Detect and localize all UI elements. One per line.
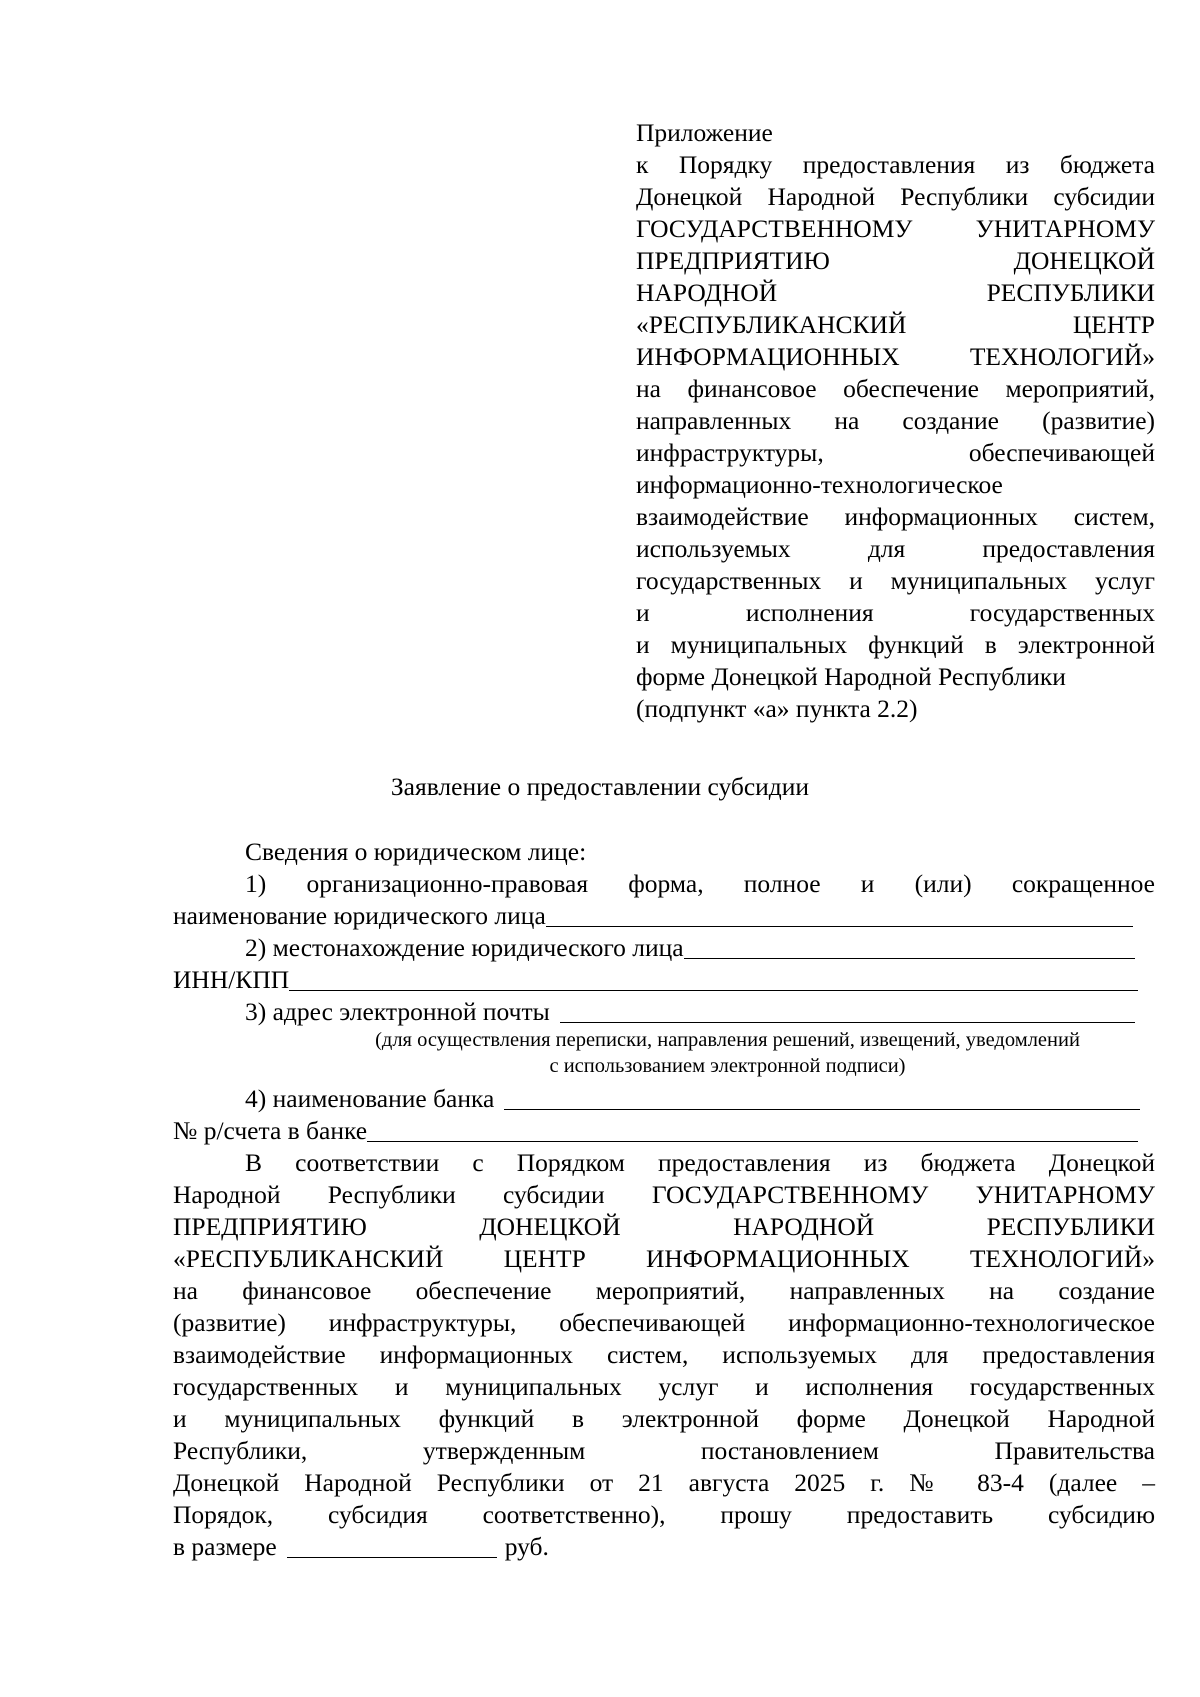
paragraph-line: на финансовое обеспечение мероприятий, направленных на создание bbox=[173, 1276, 1155, 1305]
paragraph-line: государственных и муниципальных услуг и исполнения государственных bbox=[173, 1372, 1155, 1401]
paragraph-line: Народной Республики субсидии ГОСУДАРСТВЕННОМУ УНИТАРНОМУ bbox=[173, 1180, 1155, 1209]
paragraph-line: (развитие) инфраструктуры, обеспечивающей информационно-технологическое bbox=[173, 1308, 1155, 1337]
appendix-line: на финансовое обеспечение мероприятий, bbox=[636, 374, 1155, 403]
appendix-line: информационно-технологическое bbox=[636, 470, 1003, 499]
subsidy-amount-field[interactable] bbox=[287, 1531, 497, 1558]
paragraph-line: и муниципальных функций в электронной форме Донецкой Народной bbox=[173, 1404, 1155, 1433]
appendix-line: (подпункт «а» пункта 2.2) bbox=[636, 694, 918, 723]
location-field[interactable] bbox=[684, 932, 1135, 959]
paragraph-line: Донецкой Народной Республики от 21 августа 2025 г. № 83-4 (далее – bbox=[173, 1468, 1155, 1497]
appendix-line: ПРЕДПРИЯТИЮ ДОНЕЦКОЙ bbox=[636, 246, 1155, 275]
appendix-line: используемых для предоставления bbox=[636, 534, 1155, 563]
item-1-row bbox=[173, 900, 1133, 932]
appendix-title: Приложение bbox=[636, 118, 773, 147]
amount-row bbox=[173, 1531, 1155, 1563]
item-3-label: 3) адрес электронной почты bbox=[245, 997, 550, 1026]
appendix-line: к Порядку предоставления из бюджета bbox=[636, 150, 1155, 179]
legal-name-field[interactable] bbox=[546, 900, 1133, 927]
email-note: (для осуществления переписки, направления решений, извещений, уведомлений bbox=[375, 1029, 1080, 1051]
inn-kpp-field[interactable] bbox=[289, 964, 1138, 991]
item-1-label: 1) организационно-правовая форма, полное и (или) сокращенное bbox=[245, 869, 1155, 898]
paragraph-line: «РЕСПУБЛИКАНСКИЙ ЦЕНТР ИНФОРМАЦИОННЫХ ТЕХНОЛОГИЙ» bbox=[173, 1244, 1155, 1273]
bank-name-field[interactable] bbox=[504, 1083, 1140, 1110]
appendix-line: направленных на создание (развитие) bbox=[636, 406, 1155, 435]
item-1-label-cont: наименование юридического лица bbox=[173, 901, 546, 930]
item-2-label: 2) местонахождение юридического лица bbox=[245, 933, 684, 962]
appendix-line: взаимодействие информационных систем, bbox=[636, 502, 1155, 531]
paragraph-line: Республики, утвержденным постановлением Правительства bbox=[173, 1436, 1155, 1465]
form-heading: Сведения о юридическом лице: bbox=[245, 837, 587, 866]
appendix-line: и исполнения государственных bbox=[636, 598, 1155, 627]
appendix-line: инфраструктуры, обеспечивающей bbox=[636, 438, 1155, 467]
email-field[interactable] bbox=[560, 996, 1135, 1023]
appendix-line: государственных и муниципальных услуг bbox=[636, 566, 1155, 595]
paragraph-line: В соответствии с Порядком предоставления из бюджета Донецкой bbox=[245, 1148, 1155, 1177]
amount-suffix: руб. bbox=[504, 1532, 549, 1561]
document-title: Заявление о предоставлении субсидии bbox=[390, 772, 810, 801]
email-note-cont: с использованием электронной подписи) bbox=[549, 1055, 906, 1077]
appendix-line: ИНФОРМАЦИОННЫХ ТЕХНОЛОГИЙ» bbox=[636, 342, 1155, 371]
item-4-row bbox=[245, 1083, 1140, 1115]
item-3-row bbox=[245, 996, 1135, 1028]
account-row bbox=[173, 1115, 1138, 1147]
paragraph-line: Порядок, субсидия соответственно), прошу предоставить субсидию bbox=[173, 1500, 1155, 1529]
appendix-line: Донецкой Народной Республики субсидии bbox=[636, 182, 1155, 211]
appendix-line: форме Донецкой Народной Республики bbox=[636, 662, 1066, 691]
bank-account-field[interactable] bbox=[367, 1115, 1138, 1142]
item-4-label: 4) наименование банка bbox=[245, 1084, 495, 1113]
appendix-line: ГОСУДАРСТВЕННОМУ УНИТАРНОМУ bbox=[636, 214, 1155, 243]
appendix-line: «РЕСПУБЛИКАНСКИЙ ЦЕНТР bbox=[636, 310, 1155, 339]
amount-prefix: в размере bbox=[173, 1532, 277, 1561]
item-2-row bbox=[245, 932, 1135, 964]
account-label: № р/счета в банке bbox=[173, 1116, 368, 1145]
inn-label: ИНН/КПП bbox=[173, 965, 290, 994]
appendix-line: и муниципальных функций в электронной bbox=[636, 630, 1155, 659]
inn-row bbox=[173, 964, 1138, 996]
appendix-line: НАРОДНОЙ РЕСПУБЛИКИ bbox=[636, 278, 1155, 307]
paragraph-line: ПРЕДПРИЯТИЮ ДОНЕЦКОЙ НАРОДНОЙ РЕСПУБЛИКИ bbox=[173, 1212, 1155, 1241]
paragraph-line: взаимодействие информационных систем, используемых для предоставления bbox=[173, 1340, 1155, 1369]
